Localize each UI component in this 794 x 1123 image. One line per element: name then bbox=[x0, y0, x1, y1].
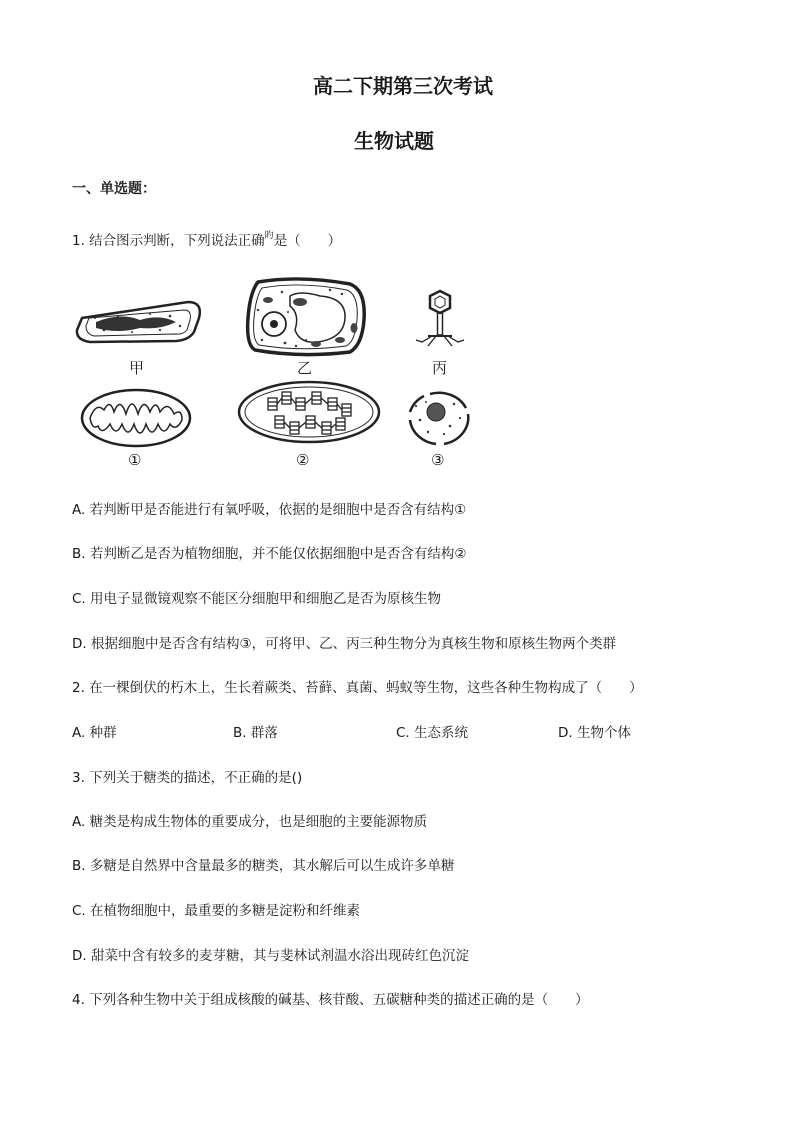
figure-label-bing: 丙 bbox=[432, 359, 448, 377]
structure-1-mitochondrion-drawing bbox=[82, 390, 190, 446]
question-3-option-d: D. 甜菜中含有较多的麦芽糖，其与斐林试剂温水浴出现砖红色沉淀 bbox=[72, 948, 469, 964]
question-3-option-b: B. 多糖是自然界中含量最多的糖类，其水解后可以生成许多单糖 bbox=[72, 858, 455, 874]
question-1-stem-end: 是（ ） bbox=[273, 233, 342, 249]
question-1-option-b: B. 若判断乙是否为植物细胞，并不能仅依据细胞中是否含有结构② bbox=[72, 546, 467, 562]
section-heading: 一、单选题： bbox=[72, 181, 156, 197]
question-1-stem-text: 1. 结合图示判断，下列说法正确 bbox=[72, 233, 265, 249]
figure-label-jia: 甲 bbox=[129, 359, 145, 377]
question-2-option-c: C. 生态系统 bbox=[396, 725, 469, 741]
figure-label-yi: 乙 bbox=[297, 359, 313, 377]
figure-label-1: ① bbox=[128, 451, 142, 469]
page-title: 高二下期第三次考试 bbox=[313, 74, 493, 98]
cell-jia-drawing bbox=[77, 302, 200, 342]
figure-label-3: ③ bbox=[431, 451, 445, 469]
question-3-option-c: C. 在植物细胞中，最重要的多糖是淀粉和纤维素 bbox=[72, 903, 361, 919]
cell-yi-drawing bbox=[248, 279, 365, 355]
question-2-option-d: D. 生物个体 bbox=[558, 725, 631, 741]
figure-label-2: ② bbox=[296, 451, 310, 469]
question-4-stem: 4. 下列各种生物中关于组成核酸的碱基、核苷酸、五碳糖种类的描述正确的是（ ） bbox=[72, 992, 589, 1008]
question-1-option-c: C. 用电子显微镜观察不能区分细胞甲和细胞乙是否为原核生物 bbox=[72, 591, 442, 607]
question-1-stem-small: 旳 bbox=[264, 231, 274, 241]
virus-bing-drawing bbox=[416, 291, 464, 346]
structure-2-chloroplast-drawing bbox=[239, 382, 379, 442]
question-1-option-a: A. 若判断甲是否能进行有氧呼吸，依据的是细胞中是否含有结构① bbox=[72, 502, 467, 518]
question-2-stem: 2. 在一棵倒伏的朽木上，生长着蕨类、苔藓、真菌、蚂蚁等生物，这些各种生物构成了（ ） bbox=[72, 680, 643, 696]
question-3-option-a: A. 糖类是构成生物体的重要成分，也是细胞的主要能源物质 bbox=[72, 814, 428, 830]
question-2-option-b: B. 群落 bbox=[233, 725, 278, 741]
question-1-option-d: D. 根据细胞中是否含有结构③，可将甲、乙、丙三种生物分为真核生物和原核生物两个类群 bbox=[72, 636, 617, 652]
question-2-option-a: A. 种群 bbox=[72, 725, 117, 741]
question-3-stem: 3. 下列关于糖类的描述，不正确的是() bbox=[72, 770, 303, 786]
structure-3-nucleus-drawing bbox=[410, 393, 468, 444]
page-subtitle: 生物试题 bbox=[354, 129, 434, 153]
